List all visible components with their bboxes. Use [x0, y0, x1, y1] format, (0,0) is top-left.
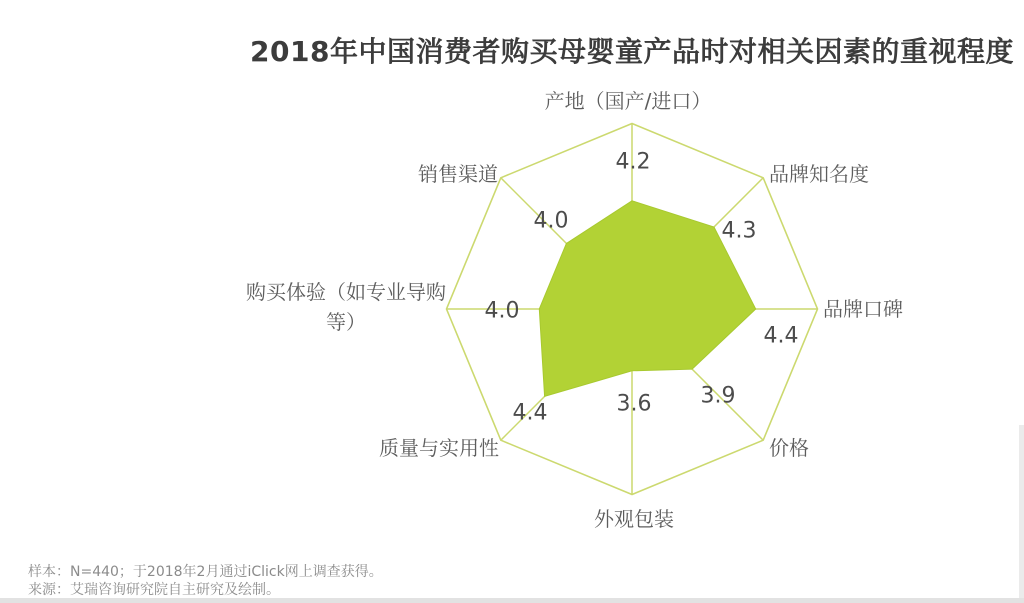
axis-label-3: 价格	[769, 436, 809, 460]
axis-label-0: 产地（国产/进口）	[544, 89, 712, 113]
source-note: 来源：艾瑞咨询研究院自主研究及绘制。	[28, 582, 280, 598]
value-label-6: 4.0	[484, 298, 520, 324]
value-label-4: 3.6	[616, 391, 652, 417]
axis-label-4: 外观包装	[594, 507, 674, 531]
value-label-7: 4.0	[533, 208, 569, 234]
value-label-1: 4.3	[721, 218, 757, 244]
right-edge-strip	[1019, 425, 1024, 598]
chart-title: 2018年中国消费者购买母婴童产品时对相关因素的重视程度	[250, 35, 1014, 68]
axis-label-5: 质量与实用性	[379, 436, 499, 460]
value-label-2: 4.4	[763, 323, 799, 349]
footer-notes	[28, 563, 383, 599]
bottom-edge-strip	[0, 598, 1024, 603]
axis-label-6: 购买体验（如专业导购等）	[246, 280, 446, 334]
value-label-3: 3.9	[700, 383, 736, 409]
value-label-0: 4.2	[615, 149, 651, 175]
sample-note: 样本：N=440；于2018年2月通过iClick网上调查获得。	[28, 564, 383, 580]
axis-label-7: 销售渠道	[418, 162, 498, 186]
axis-label-1: 品牌知名度	[769, 162, 869, 186]
value-label-5: 4.4	[512, 400, 548, 426]
axis-label-2: 品牌口碑	[823, 297, 903, 321]
